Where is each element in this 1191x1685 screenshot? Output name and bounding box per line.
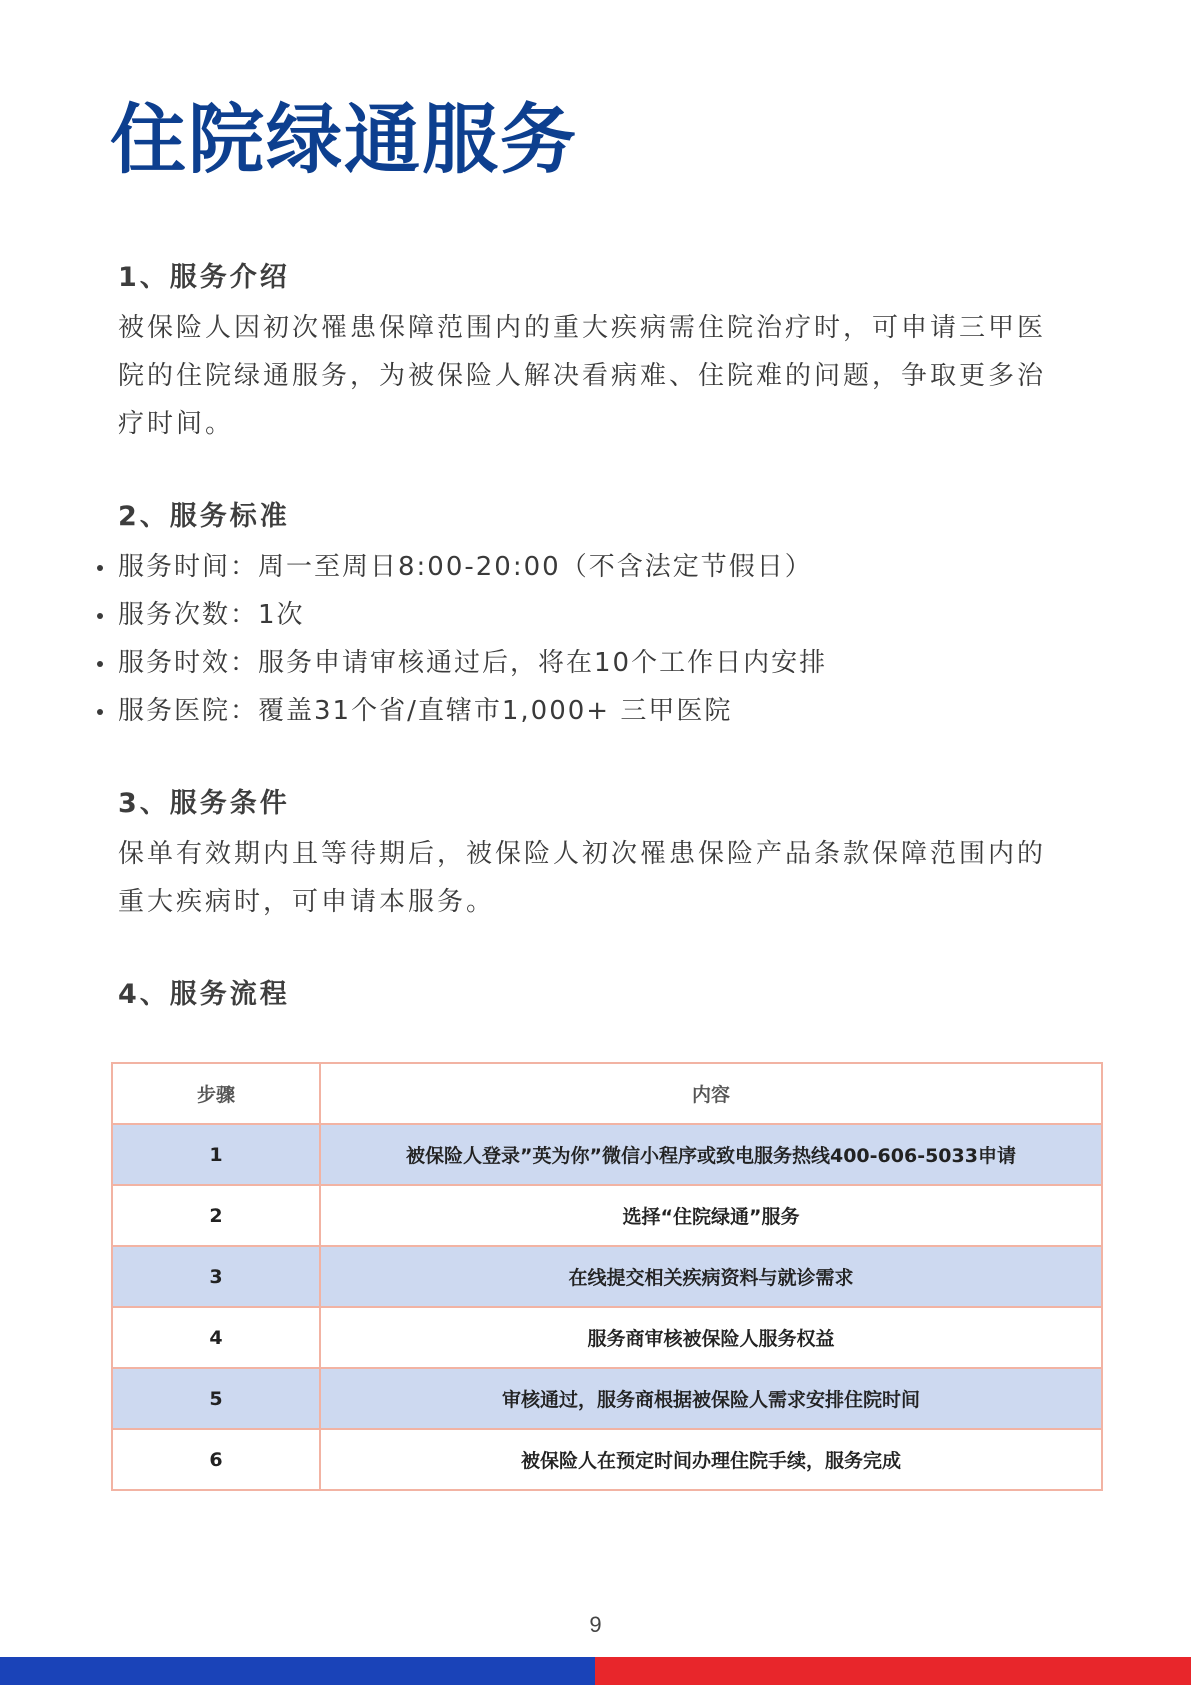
table-header-content: 内容 — [320, 1063, 1102, 1124]
standard-list — [88, 543, 1108, 735]
standard-item-hospitals: 服务医院：覆盖31个省/直辖市1,000+ 三甲医院 — [88, 687, 1108, 735]
step-number: 5 — [112, 1368, 320, 1429]
step-content: 选择“住院绿通”服务 — [320, 1185, 1102, 1246]
step-number: 3 — [112, 1246, 320, 1307]
table-row — [112, 1307, 1102, 1368]
conditions-line: 重大疾病时，可申请本服务。 — [118, 887, 496, 917]
conditions-paragraph — [118, 830, 1108, 926]
step-number: 2 — [112, 1185, 320, 1246]
intro-line: 疗时间。 — [118, 409, 235, 439]
process-table — [111, 1062, 1103, 1491]
table-row — [112, 1246, 1102, 1307]
footer-bar-red — [595, 1657, 1191, 1685]
step-content: 在线提交相关疾病资料与就诊需求 — [320, 1246, 1102, 1307]
table-row — [112, 1124, 1102, 1185]
section-heading-intro: 1、服务介绍 — [118, 262, 290, 293]
standard-item-timeliness: 服务时效：服务申请审核通过后，将在10个工作日内安排 — [88, 639, 1108, 687]
section-standard — [118, 497, 1108, 735]
step-content: 被保险人在预定时间办理住院手续，服务完成 — [320, 1429, 1102, 1490]
section-intro — [118, 258, 1108, 448]
section-process — [118, 975, 1108, 1021]
footer-bar-blue — [0, 1657, 595, 1685]
step-number: 4 — [112, 1307, 320, 1368]
step-content: 审核通过，服务商根据被保险人需求安排住院时间 — [320, 1368, 1102, 1429]
table-header-row — [112, 1063, 1102, 1124]
page-title: 住院绿通服务 — [110, 95, 578, 184]
step-number: 1 — [112, 1124, 320, 1185]
table-row — [112, 1429, 1102, 1490]
table-row — [112, 1368, 1102, 1429]
table-header-step: 步骤 — [112, 1063, 320, 1124]
section-heading-process: 4、服务流程 — [118, 979, 290, 1010]
step-content: 被保险人登录”英为你”微信小程序或致电服务热线400-606-5033申请 — [320, 1124, 1102, 1185]
standard-item-time: 服务时间：周一至周日8:00-20:00（不含法定节假日） — [88, 543, 1108, 591]
section-conditions — [118, 784, 1108, 926]
page-number: 9 — [589, 1612, 602, 1637]
standard-item-count: 服务次数：1次 — [88, 591, 1108, 639]
intro-line: 被保险人因初次罹患保障范围内的重大疾病需住院治疗时，可申请三甲医 — [118, 313, 1047, 343]
table-row — [112, 1185, 1102, 1246]
section-heading-standard: 2、服务标准 — [118, 501, 290, 532]
footer-color-bar — [0, 1657, 1191, 1685]
intro-paragraph — [118, 304, 1108, 448]
conditions-line: 保单有效期内且等待期后，被保险人初次罹患保险产品条款保障范围内的 — [118, 839, 1047, 869]
intro-line: 院的住院绿通服务，为被保险人解决看病难、住院难的问题，争取更多治 — [118, 361, 1047, 391]
section-heading-conditions: 3、服务条件 — [118, 788, 290, 819]
step-content: 服务商审核被保险人服务权益 — [320, 1307, 1102, 1368]
step-number: 6 — [112, 1429, 320, 1490]
